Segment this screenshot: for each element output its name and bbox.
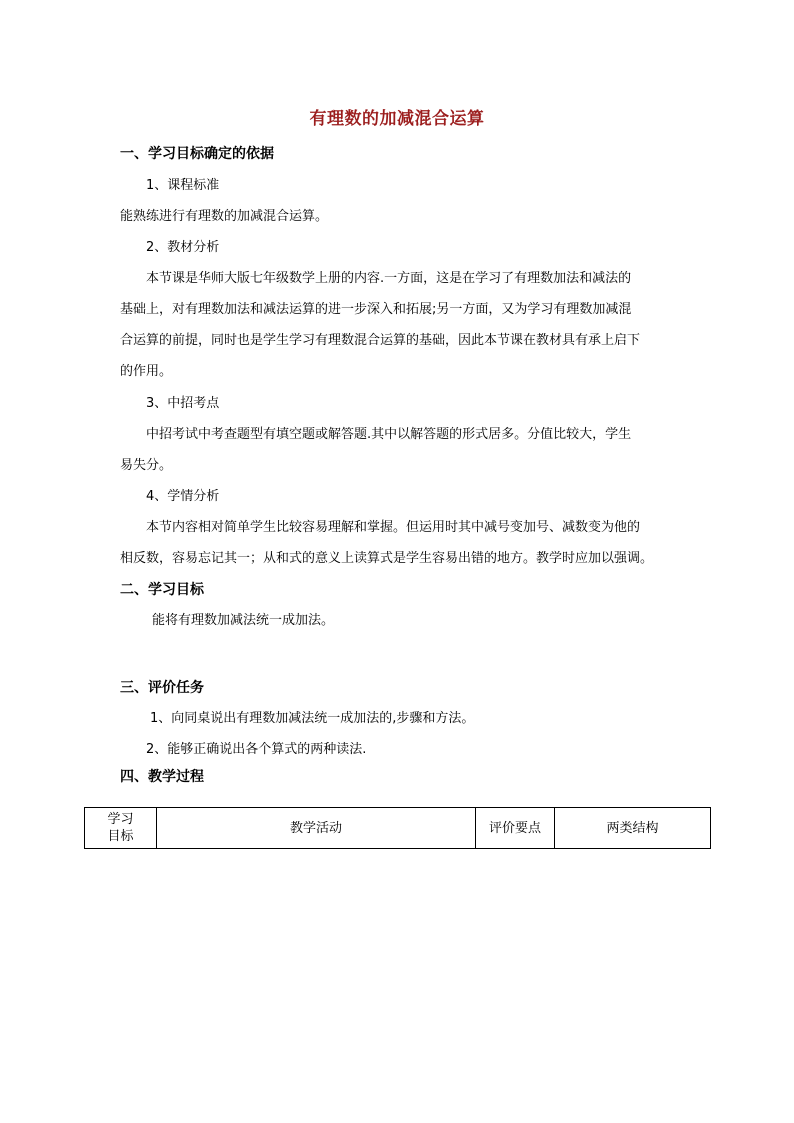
assessment-item: 1、向同桌说出有理数加减法统一成加法的,步骤和方法。 (150, 711, 475, 726)
section-heading-basis: 一、学习目标确定的依据 (120, 146, 274, 162)
header-cell-structure (555, 808, 711, 849)
objectives-text: 能将有理数加减法统一成加法。 (152, 613, 335, 628)
header-label: 评价要点 (488, 820, 541, 836)
header-label: 教学活动 (289, 820, 342, 836)
exam-points-line: 易失分。 (120, 458, 173, 473)
header-label: 学习 目标 (107, 812, 134, 844)
subheading-learner-analysis: 4、学情分析 (146, 489, 220, 504)
section-heading-objectives: 二、学习目标 (120, 582, 204, 598)
header-cell-activity (157, 808, 476, 849)
curriculum-standard-text: 能熟练进行有理数的加减混合运算。 (120, 209, 329, 224)
subheading-curriculum-standard: 1、课程标准 (146, 178, 220, 193)
teaching-process-table (84, 807, 711, 849)
learner-analysis-line: 相反数，容易忘记其一；从和式的意义上读算式是学生容易出错的地方。教学时应加以强调。 (120, 551, 654, 566)
textbook-analysis-line: 的作用。 (120, 364, 173, 379)
assessment-item: 2、能够正确说出各个算式的两种读法. (146, 742, 367, 757)
section-heading-process: 四、教学过程 (120, 769, 204, 785)
textbook-analysis-line: 合运算的前提，同时也是学生学习有理数混合运算的基础，因此本节课在教材具有承上启下 (120, 333, 641, 348)
textbook-analysis-line: 基础上，对有理数加法和减法运算的进一步深入和拓展;另一方面，又为学习有理数加减混 (120, 302, 632, 317)
exam-points-line: 中招考试中考查题型有填空题或解答题.其中以解答题的形式居多。分值比较大，学生 (146, 427, 632, 442)
learner-analysis-line: 本节内容相对简单学生比较容易理解和掌握。但运用时其中减号变加号、减数变为他的 (146, 520, 641, 535)
header-label: 两类结构 (606, 820, 659, 836)
textbook-analysis-line: 本节课是华师大版七年级数学上册的内容.一方面，这是在学习了有理数加法和减法的 (146, 271, 632, 286)
subheading-textbook-analysis: 2、教材分析 (146, 240, 220, 255)
section-heading-assessment: 三、评价任务 (120, 680, 204, 696)
subheading-exam-points: 3、中招考点 (146, 396, 220, 411)
header-cell-evaluation (476, 808, 555, 849)
header-cell-objective (85, 808, 157, 849)
table-header-row (85, 808, 711, 849)
document-title: 有理数的加减混合运算 (309, 109, 485, 129)
